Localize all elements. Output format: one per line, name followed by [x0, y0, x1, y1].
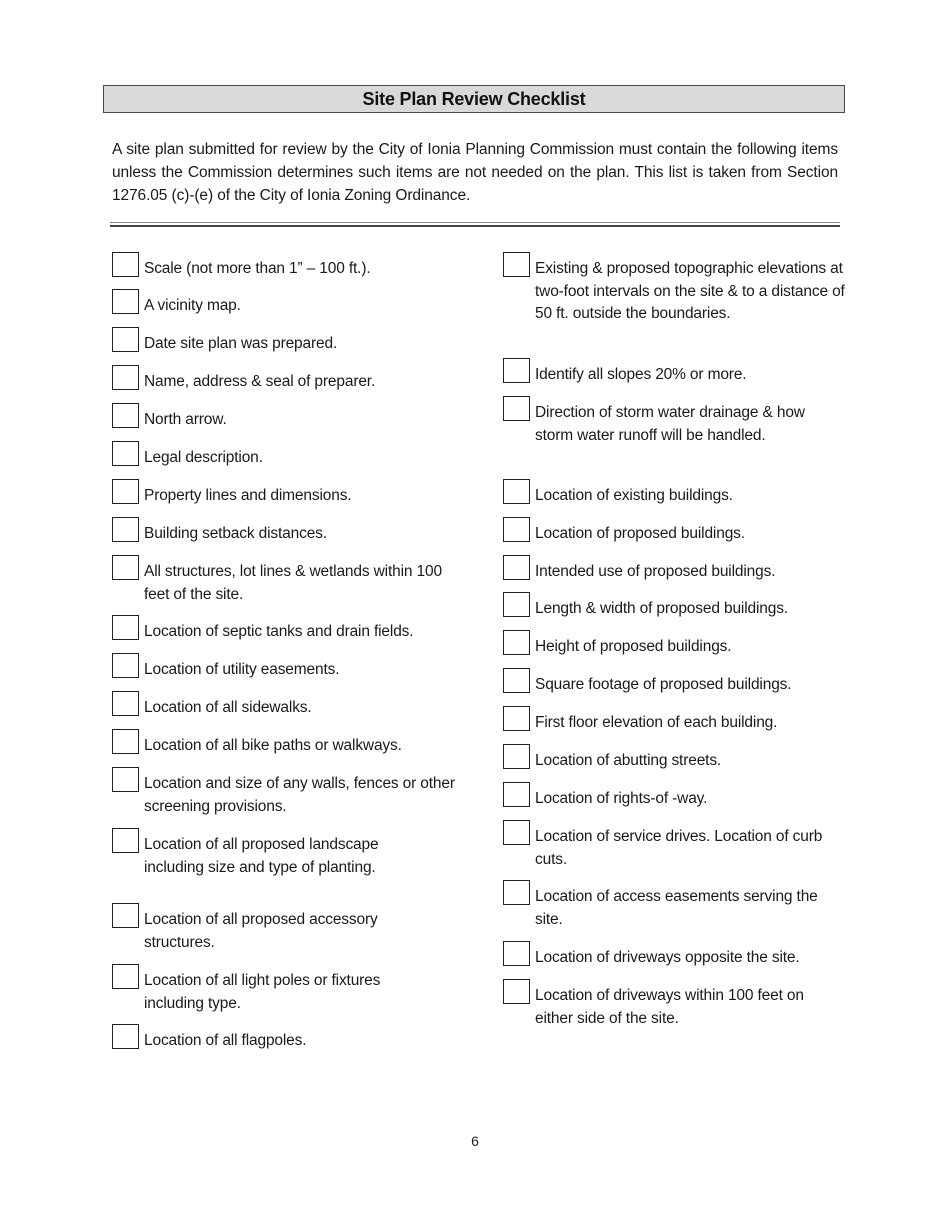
checklist-item-label: Location of driveways opposite the site. — [535, 949, 800, 966]
checkbox[interactable] — [112, 441, 139, 466]
checklist-item-access-easements — [503, 886, 833, 931]
checklist-item-light-poles — [112, 970, 442, 1015]
checklist-item-scale — [112, 258, 462, 281]
checkbox[interactable] — [112, 555, 139, 580]
checklist-item-property-lines — [112, 485, 462, 508]
checklist-item-label: Intended use of proposed buildings. — [535, 563, 776, 580]
checklist-item-label: A vicinity map. — [144, 297, 241, 314]
checkbox[interactable] — [112, 615, 139, 640]
checkbox[interactable] — [112, 365, 139, 390]
checklist-item-accessory-structures — [112, 909, 432, 954]
checkbox[interactable] — [112, 653, 139, 678]
checkbox[interactable] — [503, 744, 530, 769]
checklist-item-setbacks — [112, 523, 462, 546]
checklist-item-label: Location of all bike paths or walkways. — [144, 737, 402, 754]
checklist-item-label: Property lines and dimensions. — [144, 487, 352, 504]
checklist-item-label: Name, address & seal of preparer. — [144, 373, 376, 390]
double-divider — [110, 222, 840, 227]
checklist-item-driveways-opposite — [503, 947, 848, 970]
checklist-item-label: Location of all proposed landscape including size and type of planting. — [144, 836, 379, 876]
checklist-item-existing-buildings — [503, 485, 848, 508]
checklist-item-label: Identify all slopes 20% or more. — [535, 366, 747, 383]
checklist-item-sidewalks — [112, 697, 462, 720]
checklist-item-preparer — [112, 371, 462, 394]
checkbox[interactable] — [112, 327, 139, 352]
checkbox[interactable] — [503, 941, 530, 966]
checkbox[interactable] — [503, 668, 530, 693]
checklist-item-label: Existing & proposed topographic elevations at two-foot intervals on the site & to a distance of 50 ft. outside the boundaries. — [535, 260, 845, 323]
checklist-item-label: Location of abutting streets. — [535, 752, 722, 769]
checkbox[interactable] — [112, 767, 139, 792]
checkbox[interactable] — [112, 729, 139, 754]
checklist-item-label: Location of access easements serving the site. — [535, 888, 818, 928]
checklist-item-label: North arrow. — [144, 411, 227, 428]
checklist-item-label: Location of septic tanks and drain fields. — [144, 623, 414, 640]
checkbox[interactable] — [112, 252, 139, 277]
checkbox[interactable] — [503, 358, 530, 383]
checklist-item-label: Legal description. — [144, 449, 263, 466]
checkbox[interactable] — [112, 289, 139, 314]
checkbox[interactable] — [503, 880, 530, 905]
checkbox[interactable] — [112, 903, 139, 928]
title-banner — [103, 85, 845, 113]
checklist-item-flagpoles — [112, 1030, 462, 1053]
checklist-item-rights-of-way — [503, 788, 848, 811]
intro-paragraph: A site plan submitted for review by the City of Ionia Planning Commission must contain the following items unless the Commission determines such items are not needed on the plan. This list is taken from Section 1276.05 (c)-(e) of the City of Ionia Zoning Ordinance. — [112, 141, 838, 204]
checklist-item-label: Location of all light poles or fixtures including type. — [144, 972, 381, 1012]
checklist-item-label: Building setback distances. — [144, 525, 327, 542]
checklist-item-service-drives — [503, 826, 828, 871]
checklist-item-label: Location of utility easements. — [144, 661, 340, 678]
checkbox[interactable] — [112, 517, 139, 542]
checklist-item-square-footage — [503, 674, 848, 697]
checkbox[interactable] — [503, 820, 530, 845]
page-title: Site Plan Review Checklist — [362, 88, 586, 109]
checklist-item-driveways-within-100ft — [503, 985, 833, 1030]
checklist-item-bike-paths — [112, 735, 462, 758]
checklist-item-landscape — [112, 834, 432, 879]
checklist-item-north-arrow — [112, 409, 462, 432]
checklist-item-label: Location of service drives. Location of curb cuts. — [535, 828, 823, 868]
checkbox[interactable] — [112, 479, 139, 504]
checklist-item-label: All structures, lot lines & wetlands within 100 feet of the site. — [144, 563, 442, 603]
checklist-item-date-prepared — [112, 333, 462, 356]
checklist-item-label: Date site plan was prepared. — [144, 335, 338, 352]
checklist-item-label: Location of driveways within 100 feet on either side of the site. — [535, 987, 804, 1027]
checklist-item-label: Location of proposed buildings. — [535, 525, 745, 542]
checklist-item-label: Length & width of proposed buildings. — [535, 600, 788, 617]
checkbox[interactable] — [112, 1024, 139, 1049]
checklist-item-label: Location and size of any walls, fences or other screening provisions. — [144, 775, 455, 815]
checklist-item-structures-within-100ft — [112, 561, 457, 606]
checklist-item-label: Location of all proposed accessory structures. — [144, 911, 378, 951]
checklist-item-label: Location of rights-of -way. — [535, 790, 708, 807]
checklist-item-label: Direction of storm water drainage & how storm water runoff will be handled. — [535, 404, 805, 444]
checklist-item-label: Location of all flagpoles. — [144, 1032, 307, 1049]
checklist-item-first-floor-elevation — [503, 712, 848, 735]
checklist-item-label: Height of proposed buildings. — [535, 638, 732, 655]
checkbox[interactable] — [112, 964, 139, 989]
checkbox[interactable] — [112, 691, 139, 716]
checkbox[interactable] — [503, 782, 530, 807]
checklist-item-septic — [112, 621, 462, 644]
checkbox[interactable] — [503, 630, 530, 655]
checklist-item-legal-description — [112, 447, 462, 470]
checklist-item-intended-use — [503, 561, 848, 584]
checklist-item-label: First floor elevation of each building. — [535, 714, 778, 731]
checkbox[interactable] — [503, 252, 530, 277]
checklist-item-proposed-buildings — [503, 523, 848, 546]
checkbox[interactable] — [503, 979, 530, 1004]
checklist-item-label: Location of all sidewalks. — [144, 699, 312, 716]
checkbox[interactable] — [503, 592, 530, 617]
checkbox[interactable] — [503, 517, 530, 542]
checkbox[interactable] — [503, 396, 530, 421]
checkbox[interactable] — [112, 828, 139, 853]
checklist-item-abutting-streets — [503, 750, 848, 773]
checklist-item-vicinity-map — [112, 295, 462, 318]
checklist-item-length-width — [503, 598, 848, 621]
checkbox[interactable] — [503, 555, 530, 580]
checkbox[interactable] — [503, 706, 530, 731]
checkbox[interactable] — [112, 403, 139, 428]
checklist-item-label: Location of existing buildings. — [535, 487, 733, 504]
checklist-item-label: Scale (not more than 1” – 100 ft.). — [144, 260, 371, 277]
page-number: 6 — [471, 1133, 479, 1149]
checklist-item-utility-easements — [112, 659, 462, 682]
checklist-item-topographic-elevations — [503, 258, 848, 326]
checklist-item-slopes — [503, 364, 848, 387]
checklist-item-walls-fences — [112, 773, 457, 818]
checklist-item-height — [503, 636, 848, 659]
checklist-item-storm-water — [503, 402, 818, 447]
checkbox[interactable] — [503, 479, 530, 504]
checklist-item-label: Square footage of proposed buildings. — [535, 676, 792, 693]
